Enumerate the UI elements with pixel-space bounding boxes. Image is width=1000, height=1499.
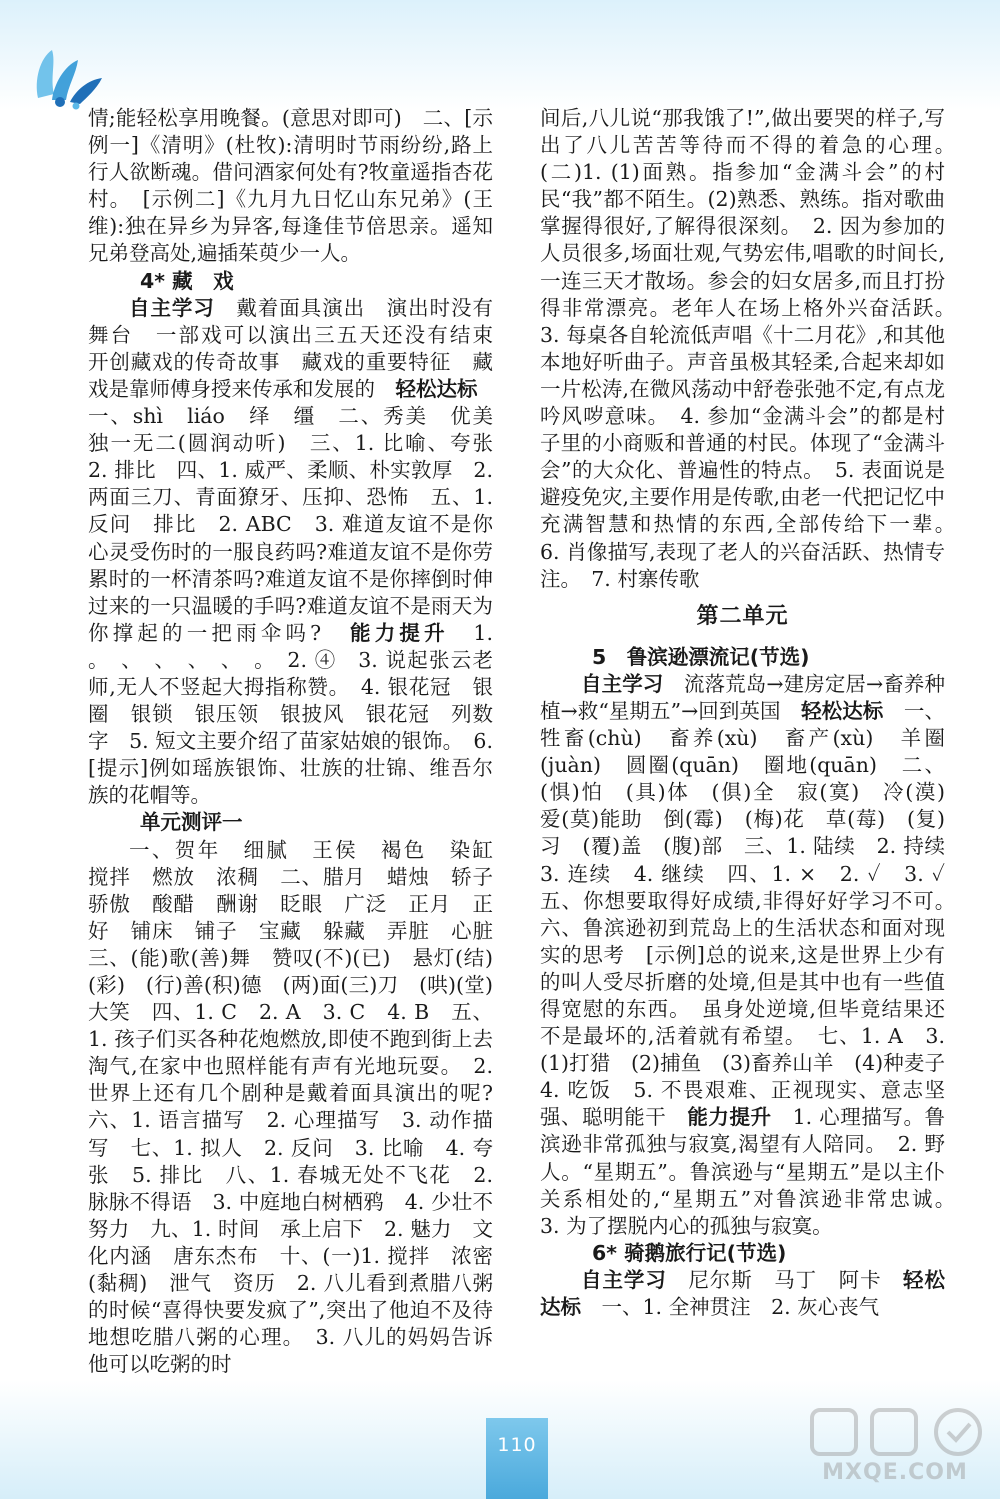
right-paragraph-1: 间后,八儿说“那我饿了!”,做出要哭的样子,写出了八儿苦苦等待而不得的着急的心理。 (二)1. (1)面熟。指参加“金满斗会”的村民“我”都不陌生。(2)熟悉、熟练。指对歌曲掌握得很好,了解得很深刻。 2. 因为参加的人员很多,场面壮观,气势宏伟,唱歌的时间长,一连三天才散场。参会的妇女居多,而且打扮得非常漂亮。老年人在场上格外兴奋活跃。 3. 每桌各自轮流低声唱《十二月花》,和其他本地好听曲子。声音虽极其轻柔,合起来却如一片松涛,在微风荡动中舒卷张弛不定,有点龙吟风哕意味。 4. 参加“金满斗会”的都是村子里的小商贩和普通的村民。体现了“金满斗会”的大众化、普遍性的特点。 5. 表面说是避疫免灾,主要作用是传歌,由老一代把记忆中充满智慧和热情的东西,全部传给下一辈。 6. 肖像描写,表现了老人的兴奋活跃、热情专注。 7. 村寨传歌 — [540, 106, 966, 591]
keyword-ability: 能力提升 — [687, 1105, 772, 1130]
left-paragraph-1: 情;能轻松享用晚餐。(意思对即可) 二、[示例一]《清明》(杜牧):清明时节雨纷纷,路上行人欲断魂。借问酒家何处有?牧童遥指杏花村。 [示例二]《九月九日忆山东兄弟》(王维):独在异乡为异客,每逢佳节倍思亲。遥知兄弟登高处,遍插茱萸少一人。 — [88, 106, 493, 266]
right-paragraph-3 — [540, 1267, 945, 1321]
keyword-easy-standard: 轻松达标 — [395, 376, 478, 401]
watermark — [800, 1404, 990, 1492]
unit-title: 第二单元 — [696, 603, 789, 629]
watermark-text: MXQE.COM — [822, 1460, 968, 1485]
right-column — [540, 105, 966, 1321]
left-paragraph-2 — [88, 295, 514, 810]
keyword-easy-standard: 轻松达标 — [540, 1267, 945, 1320]
answer-text: 1. 心理描写。鲁滨逊非常孤独与寂寞,渴望有人陪同。 2. 野人。“星期五”。鲁滨逊与“星期五”是以主仆关系相处的,“星期五”对鲁滨逊非常忠诚。 3. 为了摆脱内心的孤独与寂寞。 — [540, 1105, 966, 1238]
keyword-easy-standard: 轻松达标 — [801, 698, 884, 723]
answer-text: 1. 。 、 、 、 、 。 2. ④ 3. 说起张云老师,无人不竖起大拇指称赞。 4. 银花冠 银圈 银锁 银压领 银披风 银花冠 列数字 5. 短文主要介绍了苗家姑娘的银饰。 6. [提示]例如瑶族银饰、壮族的壮锦、维吾尔族的花帽等。 — [88, 620, 493, 808]
corner-logo-icon — [30, 40, 110, 110]
section-title-4: 4* 藏 戏 — [140, 268, 234, 293]
answer-text: 尼尔斯 马丁 阿卡 — [666, 1267, 904, 1292]
keyword-self-study: 自主学习 — [581, 671, 664, 696]
answer-text: 一、shì liáo 绎 缰 二、秀美 优美 独一无二(圆润动听) 三、1. 比喻、夸张 2. 排比 四、1. 威严、柔顺、朴实敦厚 2. 两面三刀、青面獠牙、压抑、恐怖 五、1. 反问 排比 2. ABC 3. 难道友谊不是你心灵受伤时的一服良药吗?难道友谊不是你劳累时的一杯清茶吗?难道友谊不是你摔倒时伸过来的一只温暖的手吗?难道友谊不是雨天为你撑起的一把雨伞吗? — [88, 376, 514, 645]
keyword-self-study: 自主学习 — [129, 295, 215, 320]
answer-text: 流落荒岛→建房定居→畜养种植→救“星期五”→回到英国 — [540, 671, 945, 723]
page-number: 110 — [497, 1434, 537, 1456]
left-paragraph-3: 一、贺年 细腻 王侯 褐色 染缸 搅拌 燃放 浓稠 二、腊月 蜡烛 轿子 骄傲 酸醋 酬谢 眨眼 广泛 正月 正好 铺床 铺子 宝藏 躲藏 弄脏 心脏 三、(能)歌(善)舞 赞叹(不)(已) 悬灯(结)(彩) (行)善(积)德 (两)面(三)刀 (哄)(堂)大笑 四、1. C 2. A 3. C 4. B 五、1. 孩子们买各种花炮燃放,即使不跑到街上去淘气,在家中也照样能有声有光地玩耍。 2. 世界上还有几个剧种是戴着面具演出的呢? 六、1. 语言描写 2. 心理描写 3. 动作描写 七、1. 拟人 2. 反问 3. 比喻 4. 夸张 5. 排比 八、1. 春城无处不飞花 2. 脉脉不得语 3. 中庭地白树栖鸦 4. 少壮不努力 九、1. 时间 承上启下 2. 魅力 文化内涵 唐东杰布 十、(一)1. 搅拌 浓密(黏稠) 泄气 资历 2. 八儿看到煮腊八粥的时候“喜得快要发疯了”,突出了他迫不及待地想吃腊八粥的心理。 3. 八儿的妈妈告诉他可以吃粥的时 — [88, 837, 514, 1377]
watermark-logo-icon — [800, 1404, 990, 1464]
answer-text: 一、牲畜(chù) 畜养(xù) 畜产(xù) 羊圈(juàn) 圆圈(quān) 圈地(quān) 二、(惧)怕 (具)体 (俱)全 寂(寞) 冷(漠) 爱(莫)能助 倒(霉) (梅)花 草(莓) (复)习 (覆)盖 (腹)部 三、1. 陆续 2. 持续 3. 连续 4. 继续 四、1. × 2. ✓ 3. ✓ 五、你想要取得好成绩,非得好好学习不可。 六、鲁滨逊初到荒岛上的生活状态和面对现实的思考 [示例]总的说来,这是世界上少有的叫人受尽折磨的处境,但是其中也有一些值得宽慰的东西。 虽身处逆境,但毕竟结果还不是最坏的,活着就有希望。 七、1. A 3. (1)打猎 (2)捕鱼 (3)畜养山羊 (4)种麦子 4. 吃饭 5. 不畏艰难、正视现实、意志坚强、聪明能干 — [540, 698, 966, 1130]
answer-text: 一、1. 全神贯注 2. 灰心丧气 — [581, 1295, 880, 1320]
keyword-ability: 能力提升 — [350, 620, 449, 645]
right-paragraph-2 — [540, 671, 966, 1240]
section-title-6: 6* 骑鹅旅行记(节选) — [592, 1240, 787, 1265]
page-number-tab — [486, 1418, 548, 1499]
section-title-5: 5 鲁滨逊漂流记(节选) — [592, 644, 810, 669]
left-column — [88, 105, 514, 1378]
unit-test-title: 单元测评一 — [140, 810, 243, 835]
answer-text: 戴着面具演出 演出时没有舞台 一部戏可以演出三五天还没有结束 开创藏戏的传奇故事 藏戏的重要特征 藏戏是靠师傅身授来传承和发展的 — [88, 295, 514, 401]
keyword-self-study: 自主学习 — [581, 1267, 667, 1292]
